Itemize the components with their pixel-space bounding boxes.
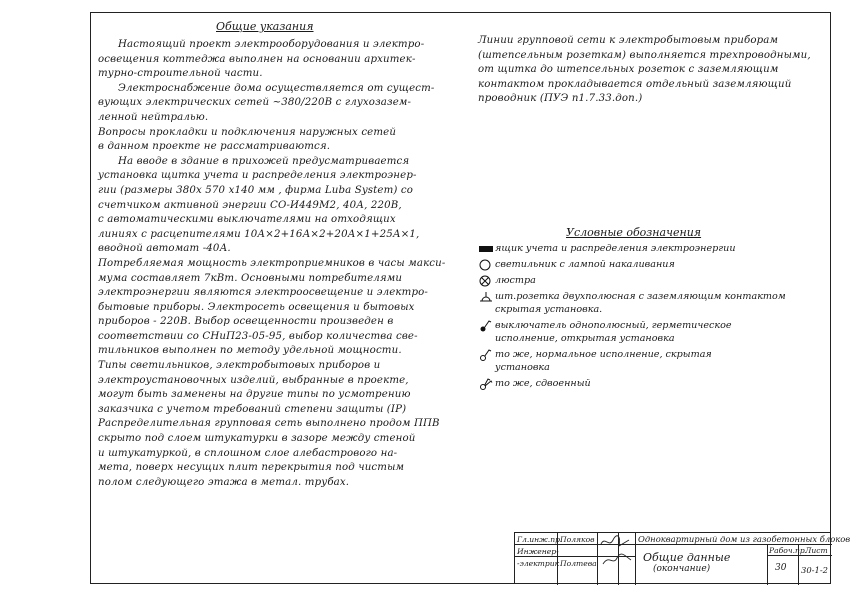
- stamp-project: Одноквартирный дом из газобетонных блоков: [638, 534, 850, 544]
- notes-line: гии (размеры 380х 570 х140 мм , фирма Luba System) со: [98, 184, 414, 196]
- notes-line: заказчика с учетом требований степени защиты (IP): [98, 403, 407, 415]
- legend-item: [479, 319, 819, 345]
- legend-item: [479, 258, 819, 271]
- legend-item-label: то же, нормальное исполнение, скрытая: [495, 349, 712, 360]
- legend-item: [479, 274, 819, 287]
- legend-item-label: скрытая установка.: [495, 304, 603, 315]
- notes-line: турно-строительной части.: [98, 68, 263, 80]
- switch-double-icon: [479, 378, 493, 390]
- stamp-sheet-label: Лист: [805, 546, 828, 555]
- notes-line: мума составляет 7кВт. Основными потребителями: [98, 272, 403, 284]
- title-block: [514, 532, 850, 584]
- notes-line: скрыто под слоем штукатурки в зазоре между стеной: [98, 433, 416, 445]
- signature-1-icon: [599, 534, 633, 568]
- legend-item: [479, 242, 819, 255]
- socket-grounded-icon: [479, 291, 493, 303]
- group-lines-note-line: проводник (ПУЭ п1.7.33.доп.): [478, 93, 643, 105]
- notes-line: вующих электрических сетей ~380/220В с глухозазем-: [98, 97, 412, 109]
- stamp-role-electric: -электрик: [517, 559, 560, 568]
- notes-line: полом следующего этажа в метал. трубах.: [98, 476, 350, 488]
- legend-item-label: установка: [495, 362, 550, 373]
- notes-line: ленной нейтралью.: [98, 111, 209, 123]
- notes-line: бытовые приборы. Электросеть освещения и бытовых: [98, 301, 415, 313]
- stamp-stage-label: Рабоч.пр.: [769, 546, 808, 555]
- stamp-doc-title: Общие данные: [643, 551, 731, 564]
- general-notes-title: Общие указания: [216, 20, 314, 33]
- legend-item: [479, 377, 819, 390]
- stamp-sheet-value: 30-1-2: [801, 565, 828, 575]
- stamp-doc-subtitle: (окончание): [653, 564, 711, 574]
- legend-item-label: выключатель однополюсный, герметическое: [495, 320, 732, 331]
- group-lines-note-line: Линии групповой сети к электробытовым приборам: [478, 35, 779, 46]
- chandelier-icon: [479, 275, 493, 287]
- legend-list: [479, 242, 819, 393]
- legend-title: Условные обозначения: [566, 226, 702, 239]
- switch-single-hidden-icon: [479, 349, 493, 361]
- notes-line: и штукатуркой, в сплошном слое алебастрового на-: [98, 447, 398, 459]
- notes-line: мета, поверх несущих плит перекрытия под чистым: [98, 462, 405, 474]
- notes-line: приборов - 220В. Выбор освещенности произведен в: [98, 316, 394, 328]
- notes-line: Типы светильников, электробытовых приборов и: [98, 360, 381, 372]
- legend-item-label: ящик учета и распределения электроэнергии: [495, 243, 736, 254]
- notes-line: соответствии со СНиП23-05-95, выбор количества све-: [98, 330, 418, 342]
- stamp-name-chief: Поляков: [560, 535, 595, 544]
- group-lines-note-line: от щитка до штепсельных розеток с заземляющим: [478, 64, 779, 76]
- stamp-role-chief: Гл.инж.пр.: [517, 535, 563, 544]
- notes-line: вводной автомат -40А.: [98, 243, 231, 255]
- lamp-circle-icon: [479, 259, 493, 271]
- notes-line: Потребляемая мощность электроприемников в часы макси-: [98, 257, 446, 269]
- notes-line: тильников выполнен по методу удельной мощности.: [98, 345, 402, 357]
- notes-line: освещения коттеджа выполнен на основании архитек-: [98, 53, 416, 65]
- notes-line: линиях с расцепителями 10А×2+16А×2+20А×1+25А×1,: [98, 228, 420, 240]
- stamp-stage-value: 30: [775, 563, 787, 573]
- group-lines-note-line: (штепсельным розеткам) выполняется трехпроводными,: [478, 49, 811, 61]
- notes-line: электроэнергии являются электроосвещение и электро-: [98, 287, 429, 299]
- legend-item-label: шт.розетка двухполюсная с заземляющим контактом: [495, 291, 786, 302]
- notes-line: с автоматическими выключателями на отходящих: [98, 214, 396, 226]
- notes-line: электроустановочных изделий, выбранные в проекте,: [98, 374, 409, 386]
- notes-line: счетчиком активной энергии СО-И449М2, 40А, 220В,: [98, 199, 402, 211]
- notes-line: Электроснабжение дома осуществляется от сущест-: [118, 82, 435, 94]
- panel-icon: [479, 243, 493, 255]
- notes-line: Настоящий проект электрооборудования и электро-: [118, 39, 425, 50]
- stamp-name-engineer: Полтева: [560, 559, 597, 568]
- legend-item: [479, 348, 819, 374]
- group-lines-note-line: контактом прокладывается отдельный заземляющий: [478, 78, 792, 90]
- legend-item-label: то же, сдвоенный: [495, 378, 591, 389]
- legend-item: [479, 290, 819, 316]
- legend-item-label: исполнение, открытая установка: [495, 333, 675, 344]
- general-notes-text: [98, 38, 448, 490]
- legend-item-label: светильник с лампой накаливания: [495, 259, 675, 270]
- notes-line: установка щитка учета и распределения электроэнер-: [98, 170, 417, 182]
- stamp-role-engineer: Инженер-: [517, 547, 559, 556]
- notes-line: На вводе в здание в прихожей предусматривается: [118, 155, 410, 167]
- group-lines-note: [478, 34, 818, 107]
- legend-item-label: люстра: [495, 275, 536, 286]
- notes-line: могут быть заменены на другие типы по усмотрению: [98, 389, 411, 401]
- notes-line: Распределительная групповая сеть выполнено продом ППВ: [98, 418, 440, 430]
- notes-line: в данном проекте не рассматриваются.: [98, 141, 331, 153]
- switch-single-sealed-icon: [479, 320, 493, 332]
- notes-line: Вопросы прокладки и подключения наружных сетей: [98, 126, 397, 138]
